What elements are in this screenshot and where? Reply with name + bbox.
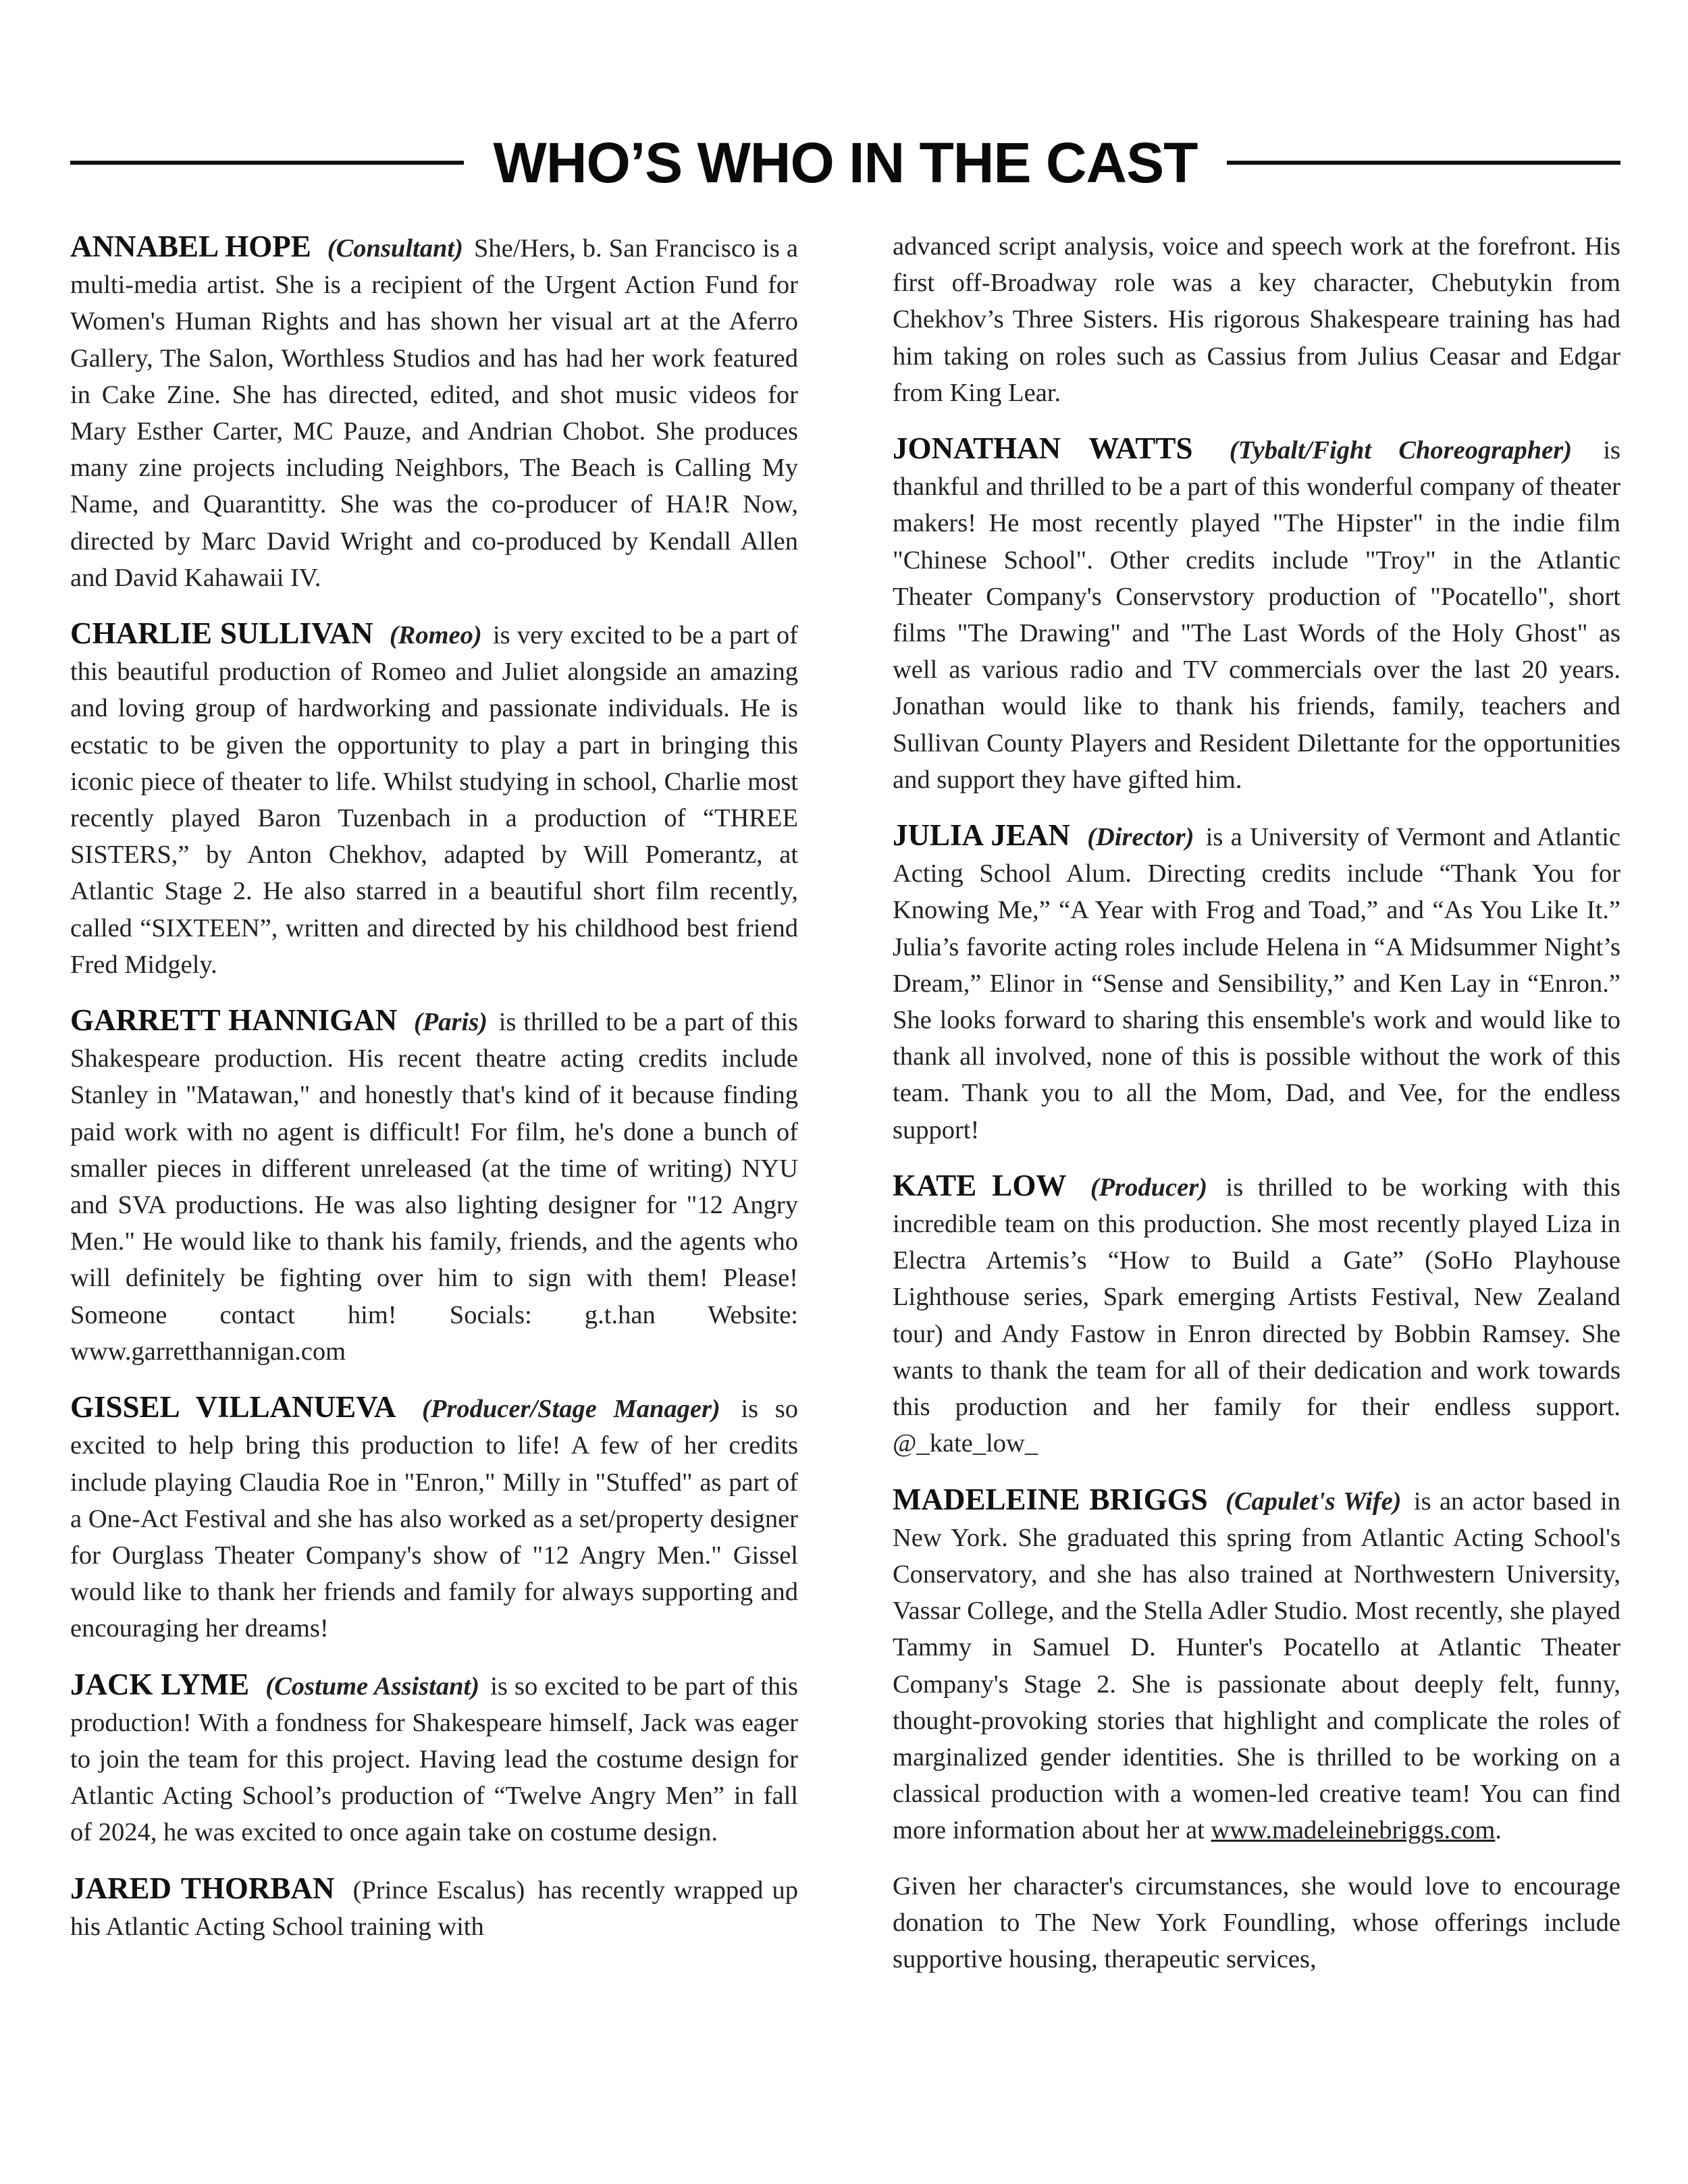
page-title: WHO’S WHO IN THE CAST	[493, 130, 1198, 194]
cast-role: (Costume Assistant)	[265, 1672, 480, 1701]
cast-name: KATE LOW	[893, 1168, 1067, 1202]
cast-role: (Consultant)	[327, 234, 463, 263]
bio-text: is so excited to help bring this production to life! A few of her credits include playing Claudia Roe in "Enron," Milly in "Stuffed" as part of a One-Act Festival and she has also worked as a set/property designer for Ourglass Theater Company's show of "12 Angry Men." Gissel would like to thank her friends and family for always supporting and encouraging her dreams!	[70, 1395, 799, 1643]
cast-role: (Paris)	[413, 1008, 487, 1037]
cast-name: GARRETT HANNIGAN	[70, 1003, 398, 1038]
cast-role: (Producer)	[1090, 1173, 1208, 1202]
cast-role: (Director)	[1087, 823, 1194, 852]
cast-role: (Tybalt/Fight Choreographer)	[1229, 436, 1573, 465]
bio-text: is thrilled to be a part of this Shakespeare production. His recent theatre acting credits include Stanley in "Matawan," and honestly that's kind of it because finding paid work with no agent is difficult! For film, he's done a bunch of smaller pieces in different unreleased (at the time of writing) NYU and SVA productions. He was also lighting designer for "12 Angry Men." He would like to thank his family, friends, and the agents who will definitely be fighting over him to sign with them! Please! Someone contact him! Socials: g.t.han Website: www.garretthannigan.com	[70, 1008, 799, 1366]
bio-text: is very excited to be a part of this beautiful production of Romeo and Juliet alongside an amazing and loving group of hardworking and passionate individuals. He is ecstatic to be given the opportunity to play a part in bringing this iconic piece of theater to life. Whilst studying in school, Charlie most recently played Baron Tuzenbach in a production of “THREE SISTERS,” by Anton Chekhov, adapted by Will Pomerantz, at Atlantic Stage 2. He also starred in a beautiful short film recently, called “SIXTEEN”, written and directed by his childhood best friend Fred Midgely.	[70, 621, 799, 979]
bio-jonathan-watts	[893, 430, 1620, 798]
bio-madeleine-briggs	[893, 1481, 1620, 1849]
bio-text-end: .	[1495, 1816, 1502, 1845]
bio-text: is thrilled to be working with this incredible team on this production. She most recently played Liza in Electra Artemis’s “How to Build a Gate” (SoHo Playhouse Lighthouse series, Spark emerging Artists Festival, New Zealand tour) and Andy Fastow in Enron directed by Bobbin Ramsey. She wants to thank the team for all of their dedication and work towards this production and her family for their endless support. @_kate_low_	[893, 1173, 1621, 1458]
bio-charlie-sullivan	[70, 615, 798, 983]
cast-name: ANNABEL HOPE	[70, 230, 311, 263]
bio-kate-low	[893, 1167, 1620, 1462]
bio-text: has recently wrapped up his Atlantic Acting School training with	[70, 1875, 799, 1941]
bio-text: is so excited to be part of this production! With a fondness for Shakespeare himself, Jack was eager to join the team for this project. Having lead the costume design for Atlantic Acting School’s production of “Twelve Angry Men” in fall of 2024, he was excited to once again take on costume design.	[70, 1672, 799, 1847]
left-rule	[70, 161, 464, 165]
bio-text: Given her character's circumstances, she would love to encourage donation to The New York Foundling, whose offerings include supportive housing, therapeutic services,	[893, 1871, 1620, 1973]
bio-text: is thankful and thrilled to be a part of this wonderful company of theater makers! He most recently played "The Hipster" in the indie film "Chinese School". Other credits include "Troy" in the Atlantic Theater Company's Conservstory production of "Pocatello", short films "The Drawing" and "The Last Words of the Holy Ghost" as well as various radio and TV commercials over the last 20 years. Jonathan would like to thank his friends, family, teachers and Sullivan County Players and Resident Dilettante for the opportunities and support they have gifted him.	[893, 436, 1620, 794]
bio-text: is an actor based in New York. She graduated this spring from Atlantic Acting School's Conservatory, and she has also trained at Northwestern University, Vassar College, and the Stella Adler Studio. Most recently, she played Tammy in Samuel D. Hunter's Pocatello at Atlantic Theater Company's Stage 2. She is passionate about deeply felt, funny, thought-provoking stories that highlight and complicate the roles of marginalized gender identities. She is thrilled to be working on a classical production with a women-led creative team! You can find more information about her at	[893, 1487, 1621, 1845]
cast-name: JARED THORBAN	[70, 1871, 335, 1905]
left-column	[70, 228, 798, 1964]
right-rule	[1227, 161, 1620, 165]
bio-madeleine-briggs-note	[893, 1868, 1620, 1978]
right-column	[893, 228, 1620, 1996]
website-link[interactable]: www.madeleinebriggs.com	[1211, 1816, 1496, 1845]
bio-annabel-hope	[70, 228, 798, 596]
bio-jared-thorban-continued	[893, 228, 1620, 411]
cast-name: JONATHAN WATTS	[893, 431, 1193, 466]
cast-role: (Producer/Stage Manager)	[422, 1395, 720, 1424]
cast-name: CHARLIE SULLIVAN	[70, 616, 373, 651]
page-header	[70, 127, 1620, 198]
bio-jack-lyme	[70, 1666, 798, 1851]
cast-name: JULIA JEAN	[893, 818, 1070, 853]
bio-gissel-villanueva	[70, 1389, 798, 1647]
cast-role: (Capulet's Wife)	[1225, 1487, 1402, 1516]
cast-name: JACK LYME	[70, 1667, 250, 1701]
bio-garrett-hannigan	[70, 1002, 798, 1370]
bio-text: advanced script analysis, voice and speech work at the forefront. His first off-Broadway role was a key character, Chebutykin from Chekhov’s Three Sisters. His rigorous Shakespeare training has had him taking on roles such as Cassius from Julius Ceasar and Edgar from King Lear.	[893, 232, 1620, 407]
cast-name: GISSEL VILLANUEVA	[70, 1390, 396, 1424]
bio-julia-jean	[893, 817, 1620, 1148]
bio-text: She/Hers, b. San Francisco is a multi-media artist. She is a recipient of the Urgent Action Fund for Women's Human Rights and has shown her visual art at the Aferro Gallery, The Salon, Worthless Studios and has had her work featured in Cake Zine. She has directed, edited, and shot music videos for Mary Esther Carter, MC Pauze, and Andrian Chobot. She produces many zine projects including Neighbors, The Beach is Calling My Name, and Quarantitty. She was the co-producer of HA!R Now, directed by Marc David Wright and co-produced by Kendall Allen and David Kahawaii IV.	[70, 234, 799, 592]
cast-role: (Romeo)	[389, 621, 482, 650]
cast-name: MADELEINE BRIGGS	[893, 1482, 1208, 1516]
bio-text: is a University of Vermont and Atlantic Acting School Alum. Directing credits include “Thank You for Knowing Me,” “A Year with Frog and Toad,” and “As You Like It.” Julia’s favorite acting roles include Helena in “A Midsummer Night’s Dream,” Elinor in “Sense and Sensibility,” and Ken Lay in “Enron.” She looks forward to sharing this ensemble's work and would like to thank all involved, none of this is possible without the work of this team. Thank you to all the Mom, Dad, and Vee, for the endless support!	[893, 823, 1621, 1144]
cast-role: (Prince Escalus)	[352, 1875, 525, 1905]
bio-jared-thorban	[70, 1870, 798, 1945]
